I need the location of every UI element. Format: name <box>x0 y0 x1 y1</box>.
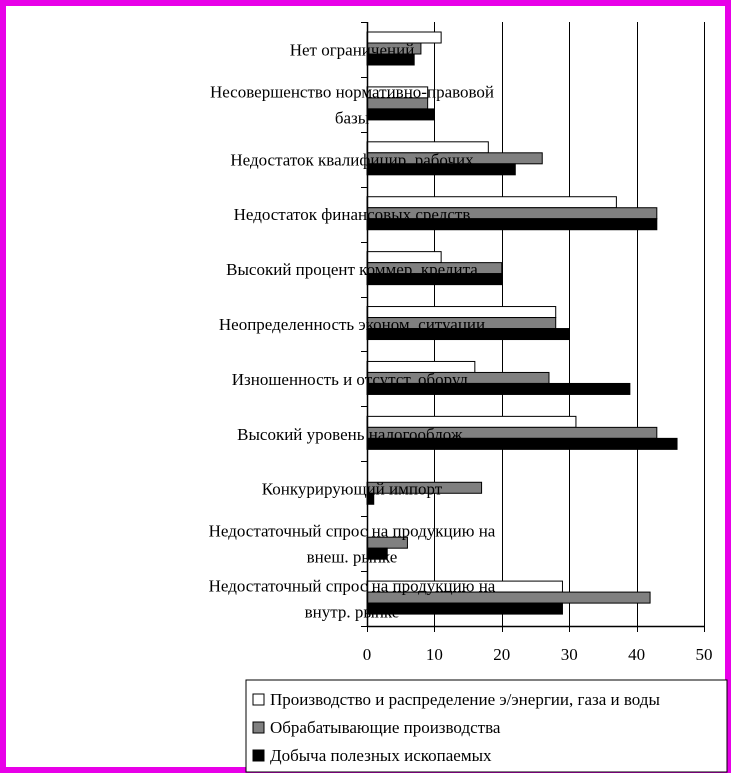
category-label: Недостаточный спрос на продукцию на <box>208 521 496 541</box>
x-tick-label: 50 <box>695 645 713 664</box>
category-label: Несовершенство нормативно-правовой <box>209 82 495 102</box>
legend <box>246 680 727 772</box>
category-label: Недостаток квалифицир. рабочих <box>230 150 474 170</box>
x-tick-label: 0 <box>362 645 372 664</box>
category-label: базы <box>334 108 370 128</box>
legend-label-1: Обрабатывающие производства <box>270 718 501 737</box>
legend-label-0: Производство и распределение э/энергии, газа и воды <box>270 690 660 709</box>
category-label: Конкурирующий импорт <box>261 479 443 499</box>
legend-swatch-1 <box>253 722 264 733</box>
category-label: Нет ограничений <box>289 40 415 60</box>
bar-chart <box>6 6 731 779</box>
bar-s2-c1 <box>367 109 434 120</box>
x-tick-labels <box>363 645 713 664</box>
category-label: Недостаточный спрос на продукцию на <box>208 576 496 596</box>
category-label: Высокий уровень налогооблож. <box>237 424 467 444</box>
legend-label-2: Добыча полезных ископаемых <box>270 746 492 765</box>
category-label: внутр. рынке <box>304 602 400 622</box>
legend-swatch-2 <box>253 750 264 761</box>
x-tick-label: 40 <box>628 645 646 664</box>
category-label: Высокий процент коммер. кредита <box>226 260 478 280</box>
category-labels <box>209 40 496 621</box>
category-label: внеш. рынке <box>306 547 398 567</box>
x-tick-label: 10 <box>425 645 443 664</box>
legend-swatch-0 <box>253 694 264 705</box>
category-label: Недостаток финансовых средств <box>233 205 471 225</box>
x-tick-label: 20 <box>493 645 511 664</box>
category-label: Изношенность и отсутст. оборуд. <box>231 369 473 389</box>
x-tick-label: 30 <box>560 645 578 664</box>
category-label: Неопределенность эконом. ситуации <box>218 315 486 334</box>
